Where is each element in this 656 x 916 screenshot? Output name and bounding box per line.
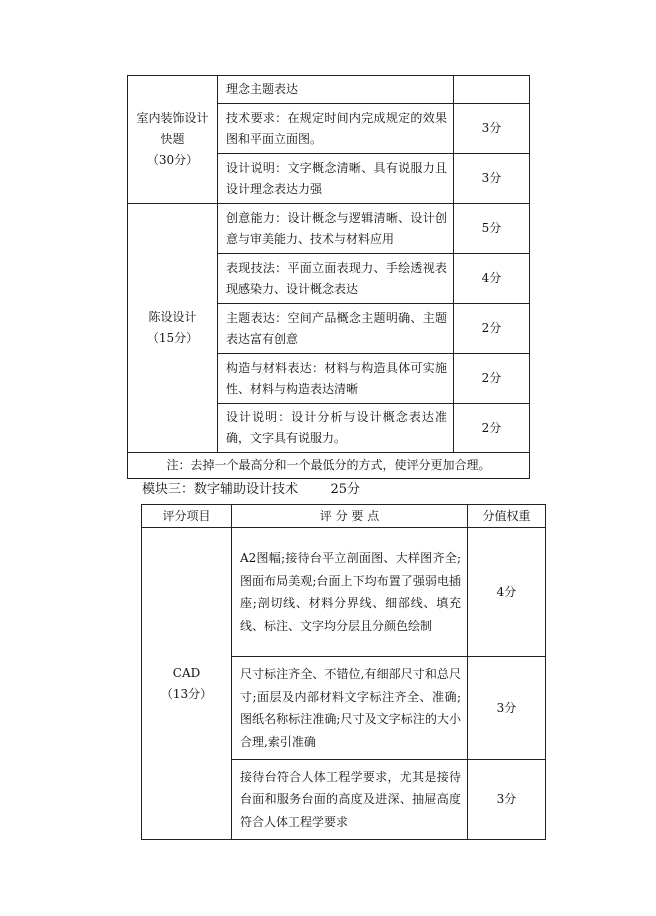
criterion-cell: 表现技法：平面立面表现力、手绘透视表现感染力、设计概念表达 xyxy=(218,254,454,304)
module-heading xyxy=(142,480,360,500)
score-cell: 5分 xyxy=(454,204,530,254)
criterion-cell: 构造与材料表达：材料与构造具体可实施性、材料与构造表达清晰 xyxy=(218,354,454,404)
module-points: 25分 xyxy=(330,482,361,497)
column-header: 评分项目 xyxy=(142,505,232,528)
column-header: 分值权重 xyxy=(468,505,546,528)
category-points: （30分） xyxy=(146,153,199,167)
score-cell: 4分 xyxy=(454,254,530,304)
score-cell: 3分 xyxy=(454,104,530,154)
criterion-cell: 理念主题表达 xyxy=(218,76,454,104)
category-cell xyxy=(142,528,232,840)
criterion-cell: A2图幅;接待台平立剖面图、大样图齐全;图面布局美观;台面上下均布置了强弱电插座;剖切线、材料分界线、细部线、填充线、标注、文字均分层且分颜色绘制 xyxy=(232,528,468,657)
category-points: （13分） xyxy=(160,686,213,701)
category-name: 陈设设计 xyxy=(148,310,197,324)
criterion-cell: 技术要求：在规定时间内完成规定的效果图和平面立面图。 xyxy=(218,104,454,154)
criterion-cell: 接待台符合人体工程学要求，尤其是接待台面和服务台面的高度及进深、抽屉高度符合人体工程学要求 xyxy=(232,760,468,840)
criteria-table-cad xyxy=(141,504,546,840)
criterion-cell: 设计说明：设计分析与设计概念表达准确，文字具有说服力。 xyxy=(218,404,454,453)
category-name: 快题 xyxy=(160,132,185,146)
score-cell: 2分 xyxy=(454,404,530,453)
category-cell xyxy=(128,76,218,204)
score-cell: 2分 xyxy=(454,354,530,404)
category-name: CAD xyxy=(172,665,201,680)
category-name: 室内装饰设计 xyxy=(136,111,209,125)
score-cell: 3分 xyxy=(468,760,546,840)
module-title: 模块三：数字辅助设计技术 xyxy=(142,482,299,497)
table-note: 注：去掉一个最高分和一个最低分的方式，使评分更加合理。 xyxy=(128,453,530,479)
category-cell xyxy=(128,204,218,453)
score-cell: 4分 xyxy=(468,528,546,657)
category-points: （15分） xyxy=(146,331,199,345)
criterion-cell: 创意能力：设计概念与逻辑清晰、设计创意与审美能力、技术与材料应用 xyxy=(218,204,454,254)
criteria-table-upper xyxy=(127,75,530,479)
criterion-cell: 设计说明：文字概念清晰、具有说服力且设计理念表达力强 xyxy=(218,154,454,204)
score-cell: 2分 xyxy=(454,304,530,354)
criterion-cell: 尺寸标注齐全、不错位,有细部尺寸和总尺寸;面层及内部材料文字标注齐全、准确;图纸名称标注准确;尺寸及文字标注的大小合理,索引准确 xyxy=(232,657,468,760)
criterion-cell: 主题表达：空间产品概念主题明确、主题表达富有创意 xyxy=(218,304,454,354)
score-cell xyxy=(454,76,530,104)
column-header: 评 分 要 点 xyxy=(232,505,468,528)
score-cell: 3分 xyxy=(454,154,530,204)
score-cell: 3分 xyxy=(468,657,546,760)
